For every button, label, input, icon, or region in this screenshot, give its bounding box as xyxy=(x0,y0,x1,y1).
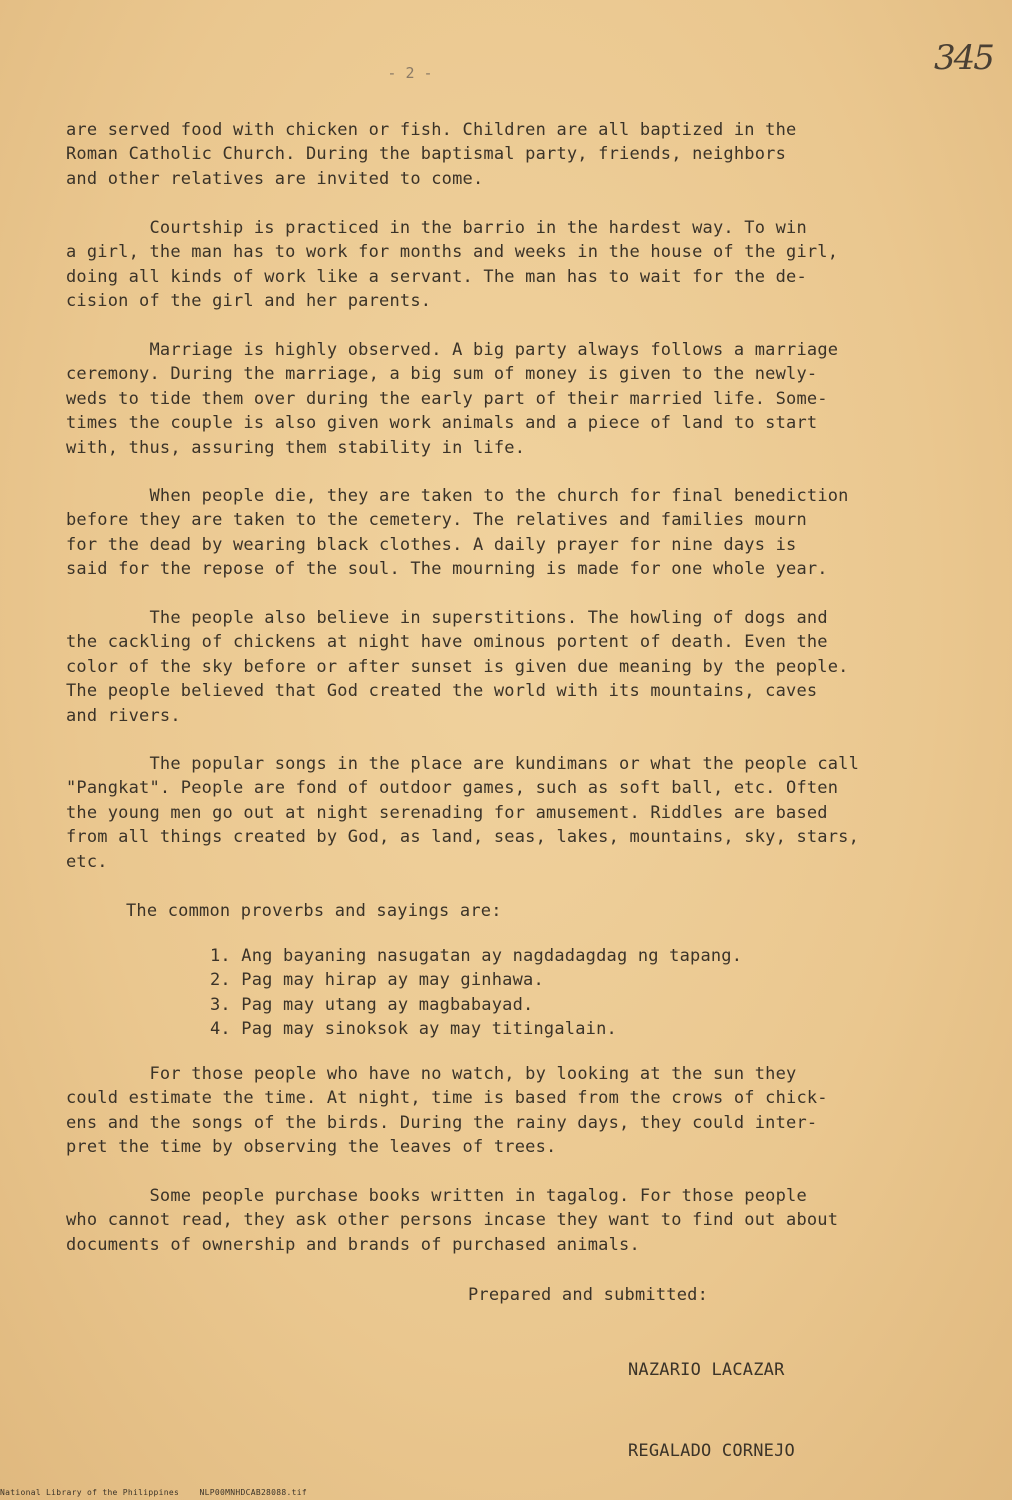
proverb-item: 2. Pag may hirap ay may ginhawa. xyxy=(210,970,544,991)
signatory-name-2: REGALADO CORNEJO xyxy=(628,1441,795,1461)
archive-footer xyxy=(0,1488,307,1497)
proverb-item: 1. Ang bayaning nasugatan ay nagdadagdag ng tapang. xyxy=(210,946,743,966)
paragraph-time-telling: For those people who have no watch, by looking at the sun they could estimate the time. At night, time is based from the crows of chick- ens and the songs of the birds. During the rainy days, they could inter- pret the time by observing the leaves of trees. xyxy=(66,1064,828,1158)
signatory-name-1: NAZARIO LACAZAR xyxy=(628,1360,785,1380)
proverb-item: 4. Pag may sinoksok ay may titingalain. xyxy=(210,1019,617,1040)
footer-filename: NLP00MNHDCAB28088.tif xyxy=(199,1488,307,1497)
paragraph-marriage: Marriage is highly observed. A big party always follows a marriage ceremony. During the marriage, a big sum of money is given to the newly- weds to tide them over during the early part of their married life. Some- times the couple is also given work animals and a piece of land to start with, thus, assuring them stability in life. xyxy=(66,340,839,458)
paragraph-death: When people die, they are taken to the church for final benediction before they are taken to the cemetery. The relatives and families mourn for the dead by wearing black clothes. A daily prayer for nine days is said for the repose of the soul. The mourning is made for one whole year. xyxy=(66,486,849,580)
proverb-item: 3. Pag may utang ay magbabayad. xyxy=(210,994,534,1015)
footer-library: National Library of the Philippines xyxy=(0,1488,180,1497)
paragraph-courtship: Courtship is practiced in the barrio in the hardest way. To win a girl, the man has to work for months and weeks in the house of the girl, doing all kinds of work like a servant. The man has to wait for the de- cision of the girl and her parents. xyxy=(66,218,839,312)
paragraph-books: Some people purchase books written in tagalog. For those people who cannot read, they ask other persons incase they want to find out about documents of ownership and brands of purchased animals. xyxy=(66,1186,839,1255)
signature-label: Prepared and submitted: xyxy=(468,1285,709,1305)
paragraph-songs-games: The popular songs in the place are kundimans or what the people call "Pangkat". People are fond of outdoor games, such as soft ball, etc. Often the young men go out at night serenading for amusement. Riddles are based from all things created by God, as land, seas, lakes, mountains, sky, stars, etc. xyxy=(66,754,860,872)
paragraph-baptism: are served food with chicken or fish. Children are all baptized in the Roman Catholic Church. During the baptismal party, friends, neighbors and other relatives are invited to come. xyxy=(66,120,797,189)
proverbs-list xyxy=(210,944,742,1042)
paragraph-superstitions: The people also believe in superstitions. The howling of dogs and the cackling of chickens at night have ominous portent of death. Even the color of the sky before or after sunset is given due meaning by the people. The people believed that God created the world with its mountains, caves and rivers. xyxy=(66,608,849,726)
page-number: - 2 - xyxy=(387,64,433,82)
handwritten-page-number: 345 xyxy=(934,38,993,78)
proverbs-intro: The common proverbs and sayings are: xyxy=(126,901,502,921)
